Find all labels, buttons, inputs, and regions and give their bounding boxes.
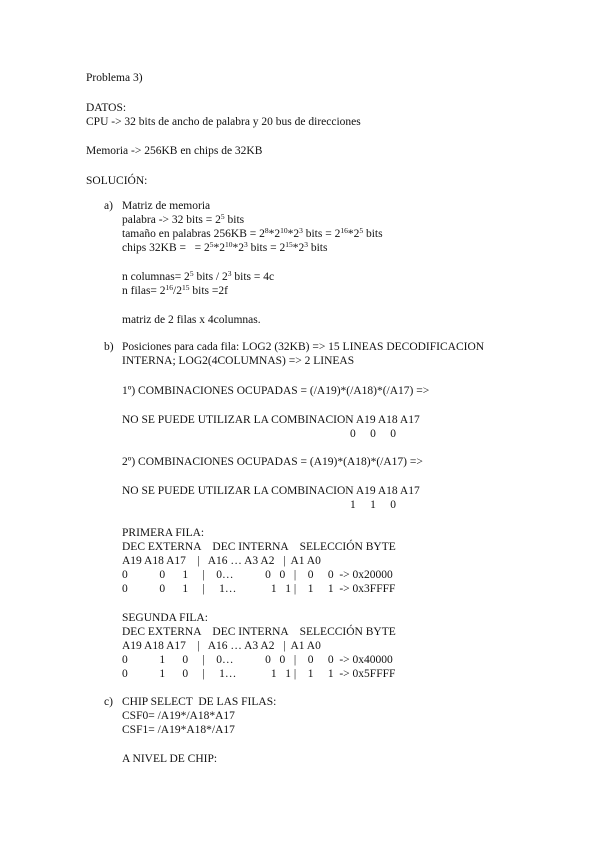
cpu-line: CPU -> 32 bits de ancho de palabra y 20 bus de direcciones bbox=[86, 116, 361, 128]
palabra-line: palabra -> 32 bits = $2^5$ bits bbox=[122, 212, 245, 226]
primera-fila-header: DEC EXTERNA DEC INTERNA SELECCIÓN BYTE bbox=[122, 541, 396, 553]
no-se-puede-2: NO SE PUEDE UTILIZAR LA COMBINACION A19 A18 A17 bbox=[122, 485, 420, 497]
primera-fila-row-1: 0 0 1 | 0… 0 0 | 0 0 -> 0x20000 bbox=[122, 569, 393, 581]
segunda-fila-cols: A19 A18 A17 | A16 … A3 A2 | A1 A0 bbox=[122, 640, 321, 652]
bits-1: 0 0 0 bbox=[350, 428, 396, 440]
memoria-line: Memoria -> 256KB en chips de 32KB bbox=[86, 145, 263, 157]
csf0-line: CSF0= /A19*/A18*A17 bbox=[122, 710, 235, 722]
chips-line: chips 32KB = = $2^5*2^{10}*2^3$ bits = $2^{15}*2^3$ bits bbox=[122, 240, 328, 254]
nivel-chip-title: A NIVEL DE CHIP: bbox=[122, 753, 218, 765]
matriz-line: matriz de 2 filas x 4columnas. bbox=[122, 314, 261, 326]
section-a-title: Matriz de memoria bbox=[122, 200, 211, 212]
primera-fila-title: PRIMERA FILA: bbox=[122, 527, 205, 539]
section-c-marker: c) bbox=[104, 696, 113, 708]
datos-title: DATOS: bbox=[86, 102, 127, 114]
chip-select-title: CHIP SELECT DE LAS FILAS: bbox=[122, 696, 277, 708]
bits-2: 1 1 0 bbox=[350, 499, 396, 511]
nfilas-line: n filas= $2^{16}/2^{15}$ bits =2f bbox=[122, 283, 228, 297]
combinacion-1: 1º) COMBINACIONES OCUPADAS = (/A19)*(/A18)*(/A17) => bbox=[122, 385, 430, 397]
primera-fila-cols: A19 A18 A17 | A16 … A3 A2 | A1 A0 bbox=[122, 555, 321, 567]
segunda-fila-row-1: 0 1 0 | 0… 0 0 | 0 0 -> 0x40000 bbox=[122, 654, 393, 666]
csf1-line: CSF1= /A19*A18*/A17 bbox=[122, 724, 235, 736]
no-se-puede-1: NO SE PUEDE UTILIZAR LA COMBINACION A19 A18 A17 bbox=[122, 414, 420, 426]
section-b-marker: b) bbox=[104, 341, 114, 353]
segunda-fila-header: DEC EXTERNA DEC INTERNA SELECCIÓN BYTE bbox=[122, 626, 396, 638]
section-a-marker: a) bbox=[104, 200, 113, 212]
section-b-line2: INTERNA; LOG2(4COLUMNAS) => 2 LINEAS bbox=[122, 355, 355, 367]
ncolumnas-line: n columnas= $2^5$ bits / $2^3$ bits = 4c bbox=[122, 269, 275, 283]
combinacion-2: 2º) COMBINACIONES OCUPADAS = (A19)*(A18)*(/A17) => bbox=[122, 456, 423, 468]
segunda-fila-row-2: 0 1 0 | 1… 1 1 | 1 1 -> 0x5FFFF bbox=[122, 668, 396, 680]
section-b-line1: Posiciones para cada fila: LOG2 (32KB) => 15 LINEAS DECODIFICACION bbox=[122, 341, 485, 353]
solucion-title: SOLUCIÓN: bbox=[86, 175, 148, 187]
problem-title: Problema 3) bbox=[86, 72, 143, 84]
segunda-fila-title: SEGUNDA FILA: bbox=[122, 612, 208, 624]
primera-fila-row-2: 0 0 1 | 1… 1 1 | 1 1 -> 0x3FFFF bbox=[122, 583, 396, 595]
tamano-line: tamaño en palabras $256KB = 2^8*2^{10}*2^3$ bits = $2^{16}*2^5$ bits bbox=[122, 226, 383, 240]
